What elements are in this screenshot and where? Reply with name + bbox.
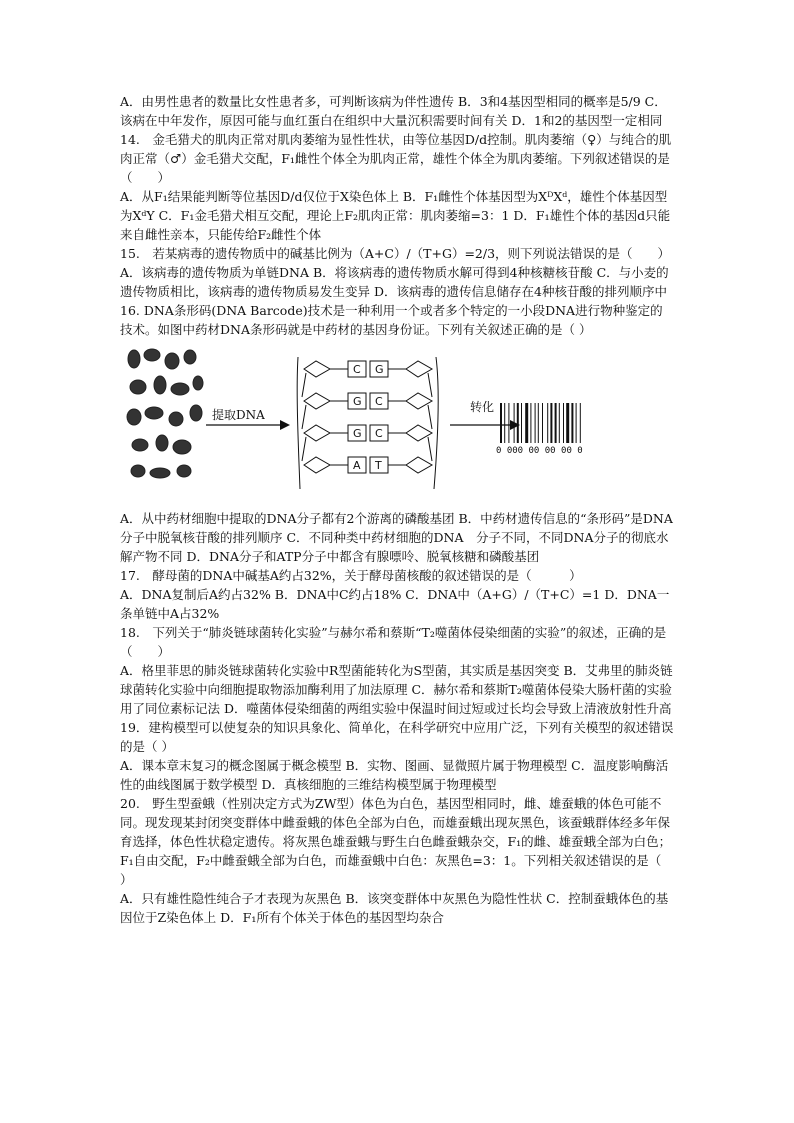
question-17: 17. 酵母菌的DNA中碱基A约占32%，关于酵母菌核酸的叙述错误的是（ ） — [120, 568, 582, 583]
dna-barcode-figure — [120, 339, 675, 509]
dna-double-strand — [297, 357, 438, 489]
barcode-bar — [563, 403, 564, 443]
barcode-bar — [580, 403, 581, 443]
barcode-bar — [576, 403, 577, 443]
barcode-bar — [559, 403, 560, 443]
text-block-after-figure — [120, 509, 699, 927]
barcode-bar — [525, 403, 528, 443]
options-16: A．从中药材细胞中提取的DNA分子都有2个游离的磷酸基团 B．中药材遗传信息的“条形码”是DNA分子中脱氧核苷酸的排列顺序 C．不同种类中药材细胞的DNA 分子不同，不同DNA分子的彻底水解产物不同 D．DNA分子和ATP分子中都含有腺嘌呤、脱氧核糖和磷酸基团 — [120, 511, 673, 564]
base-left: G — [353, 395, 362, 408]
question-15: 15. 若某病毒的遗传物质中的碱基比例为（A+C）/（T+G）=2/3，则下列说法错误的是（ ） — [120, 246, 671, 261]
question-18: 18. 下列关于“肺炎链球菌转化实验”与赫尔希和蔡斯“T₂噬菌体侵染细菌的实验”的叙述，正确的是（ ） — [120, 625, 667, 659]
barcode-bar — [514, 403, 515, 443]
barcode-bar — [508, 403, 509, 443]
options-15: A．该病毒的遗传物质为单链DNA B．将该病毒的遗传物质水解可得到4种核糖核苷酸 C．与小麦的遗传物质相比，该病毒的遗传物质易发生变异 D．该病毒的遗传信息储存在4种核苷酸的排列顺序中 — [120, 265, 669, 299]
extract-dna-label: 提取DNA — [212, 408, 265, 422]
convert-arrow — [450, 399, 520, 430]
convert-label: 转化 — [470, 400, 495, 414]
barcode-bar — [547, 403, 548, 443]
options-19: A．课本章末复习的概念图属于概念模型 B．实物、图画、显微照片属于物理模型 C．温度影响酶活性的曲线图属于数学模型 D．真核细胞的三维结构模型属于物理模型 — [120, 758, 669, 792]
base-right: C — [375, 395, 383, 408]
question-14: 14. 金毛猎犬的肌肉正常对肌肉萎缩为显性性状，由等位基因D/d控制。肌肉萎缩（♀）与纯合的肌肉正常（♂）金毛猎犬交配，F₁雌性个体全为肌肉正常，雄性个体全为肌肉萎缩。下列叙述错误的是（ ） — [120, 132, 672, 185]
figure-svg — [120, 339, 680, 509]
options-17: A．DNA复制后A约占32% B．DNA中C约占18% C．DNA中（A+G）/（T+C）=1 D．DNA一条单链中A占32% — [120, 587, 670, 621]
options-20: A．只有雄性隐性纯合子才表现为灰黑色 B．该突变群体中灰黑色为隐性性状 C．控制蚕蛾体色的基因位于Z染色体上 D．F₁所有个体关于体色的基因型均杂合 — [120, 891, 669, 925]
barcode-bar — [521, 403, 522, 443]
text-block-before-figure — [120, 92, 675, 339]
barcode-number: 0 000 00 00 00 0 — [496, 446, 583, 456]
barcode-bar — [500, 403, 502, 443]
base-right: G — [375, 363, 384, 376]
barcode-bar — [504, 403, 505, 443]
barcode-bar — [571, 403, 573, 443]
barcode-bar — [517, 403, 519, 443]
base-left: G — [353, 427, 362, 440]
barcode-bar — [550, 403, 552, 443]
question-19: 19．建构模型可以使复杂的知识具象化、简单化，在科学研究中应用广泛，下列有关模型的叙述错误的是（ ） — [120, 720, 674, 754]
paragraph: A．由男性患者的数量比女性患者多，可判断该病为伴性遗传 B．3和4基因型相同的概率是5/9 C．该病在中年发作，原因可能与血红蛋白在组织中大量沉积需要时间有关 D．1和2的基因型一定相同 — [120, 94, 667, 128]
base-right: T — [375, 459, 382, 472]
question-16: 16. DNA条形码(DNA Barcode)技术是一种利用一个或者多个特定的一小段DNA进行物种鉴定的技术。如图中药材DNA条形码就是中药材的基因身份证。下列有关叙述正确的是（ ） — [120, 303, 663, 337]
question-20: 20. 野生型蚕蛾（性别决定方式为ZW型）体色为白色，基因型相同时，雌、雄蚕蛾的体色可能不同。现发现某封闭突变群体中雌蚕蛾的体色全部为白色，而雄蚕蛾出现灰黑色，该蚕蛾群体经多年保育选择，体色性状稳定遗传。将灰黑色雄蚕蛾与野生白色雌蚕蛾杂交，F₁的雌、雄蚕蛾全部为白色；F₁自由交配，F₂中雌蚕蛾全部为白色，而雄蚕蛾中白色：灰黑色=3：1。下列相关叙述错误的是（ ） — [120, 796, 699, 887]
document-page — [120, 92, 699, 927]
extract-arrow — [206, 407, 290, 430]
base-left: A — [353, 459, 361, 472]
barcode-bar — [566, 403, 569, 443]
options-14: A．从F₁结果能判断等位基因D/d仅位于X染色体上 B．F₁雌性个体基因型为XᴰXᵈ，雄性个体基因型为XᵈY C．F₁金毛猎犬相互交配，理论上F₂肌肉正常：肌肉萎缩=3：1 D．F₁雄性个体的基因d只能来自雌性亲本，只能传给F₂雌性个体 — [120, 189, 671, 242]
barcode-bar — [535, 403, 536, 443]
base-right: C — [375, 427, 383, 440]
barcode-bar — [530, 403, 531, 443]
herbs-illustration — [127, 349, 203, 478]
barcode-bar — [538, 403, 539, 443]
options-18: A．格里菲思的肺炎链球菌转化实验中R型菌能转化为S型菌，其实质是基因突变 B．艾弗里的肺炎链球菌转化实验中向细胞提取物添加酶利用了加法原理 C．赫尔希和蔡斯T₂噬菌体侵染大肠杆菌的实验用了同位素标记法 D．噬菌体侵染细菌的两组实验中保温时间过短或过长均会导致上清液放射性升高 — [120, 663, 673, 716]
base-left: C — [353, 363, 361, 376]
base-pairs — [348, 361, 388, 473]
barcode-bar — [555, 403, 557, 443]
barcode-bar — [542, 403, 543, 443]
